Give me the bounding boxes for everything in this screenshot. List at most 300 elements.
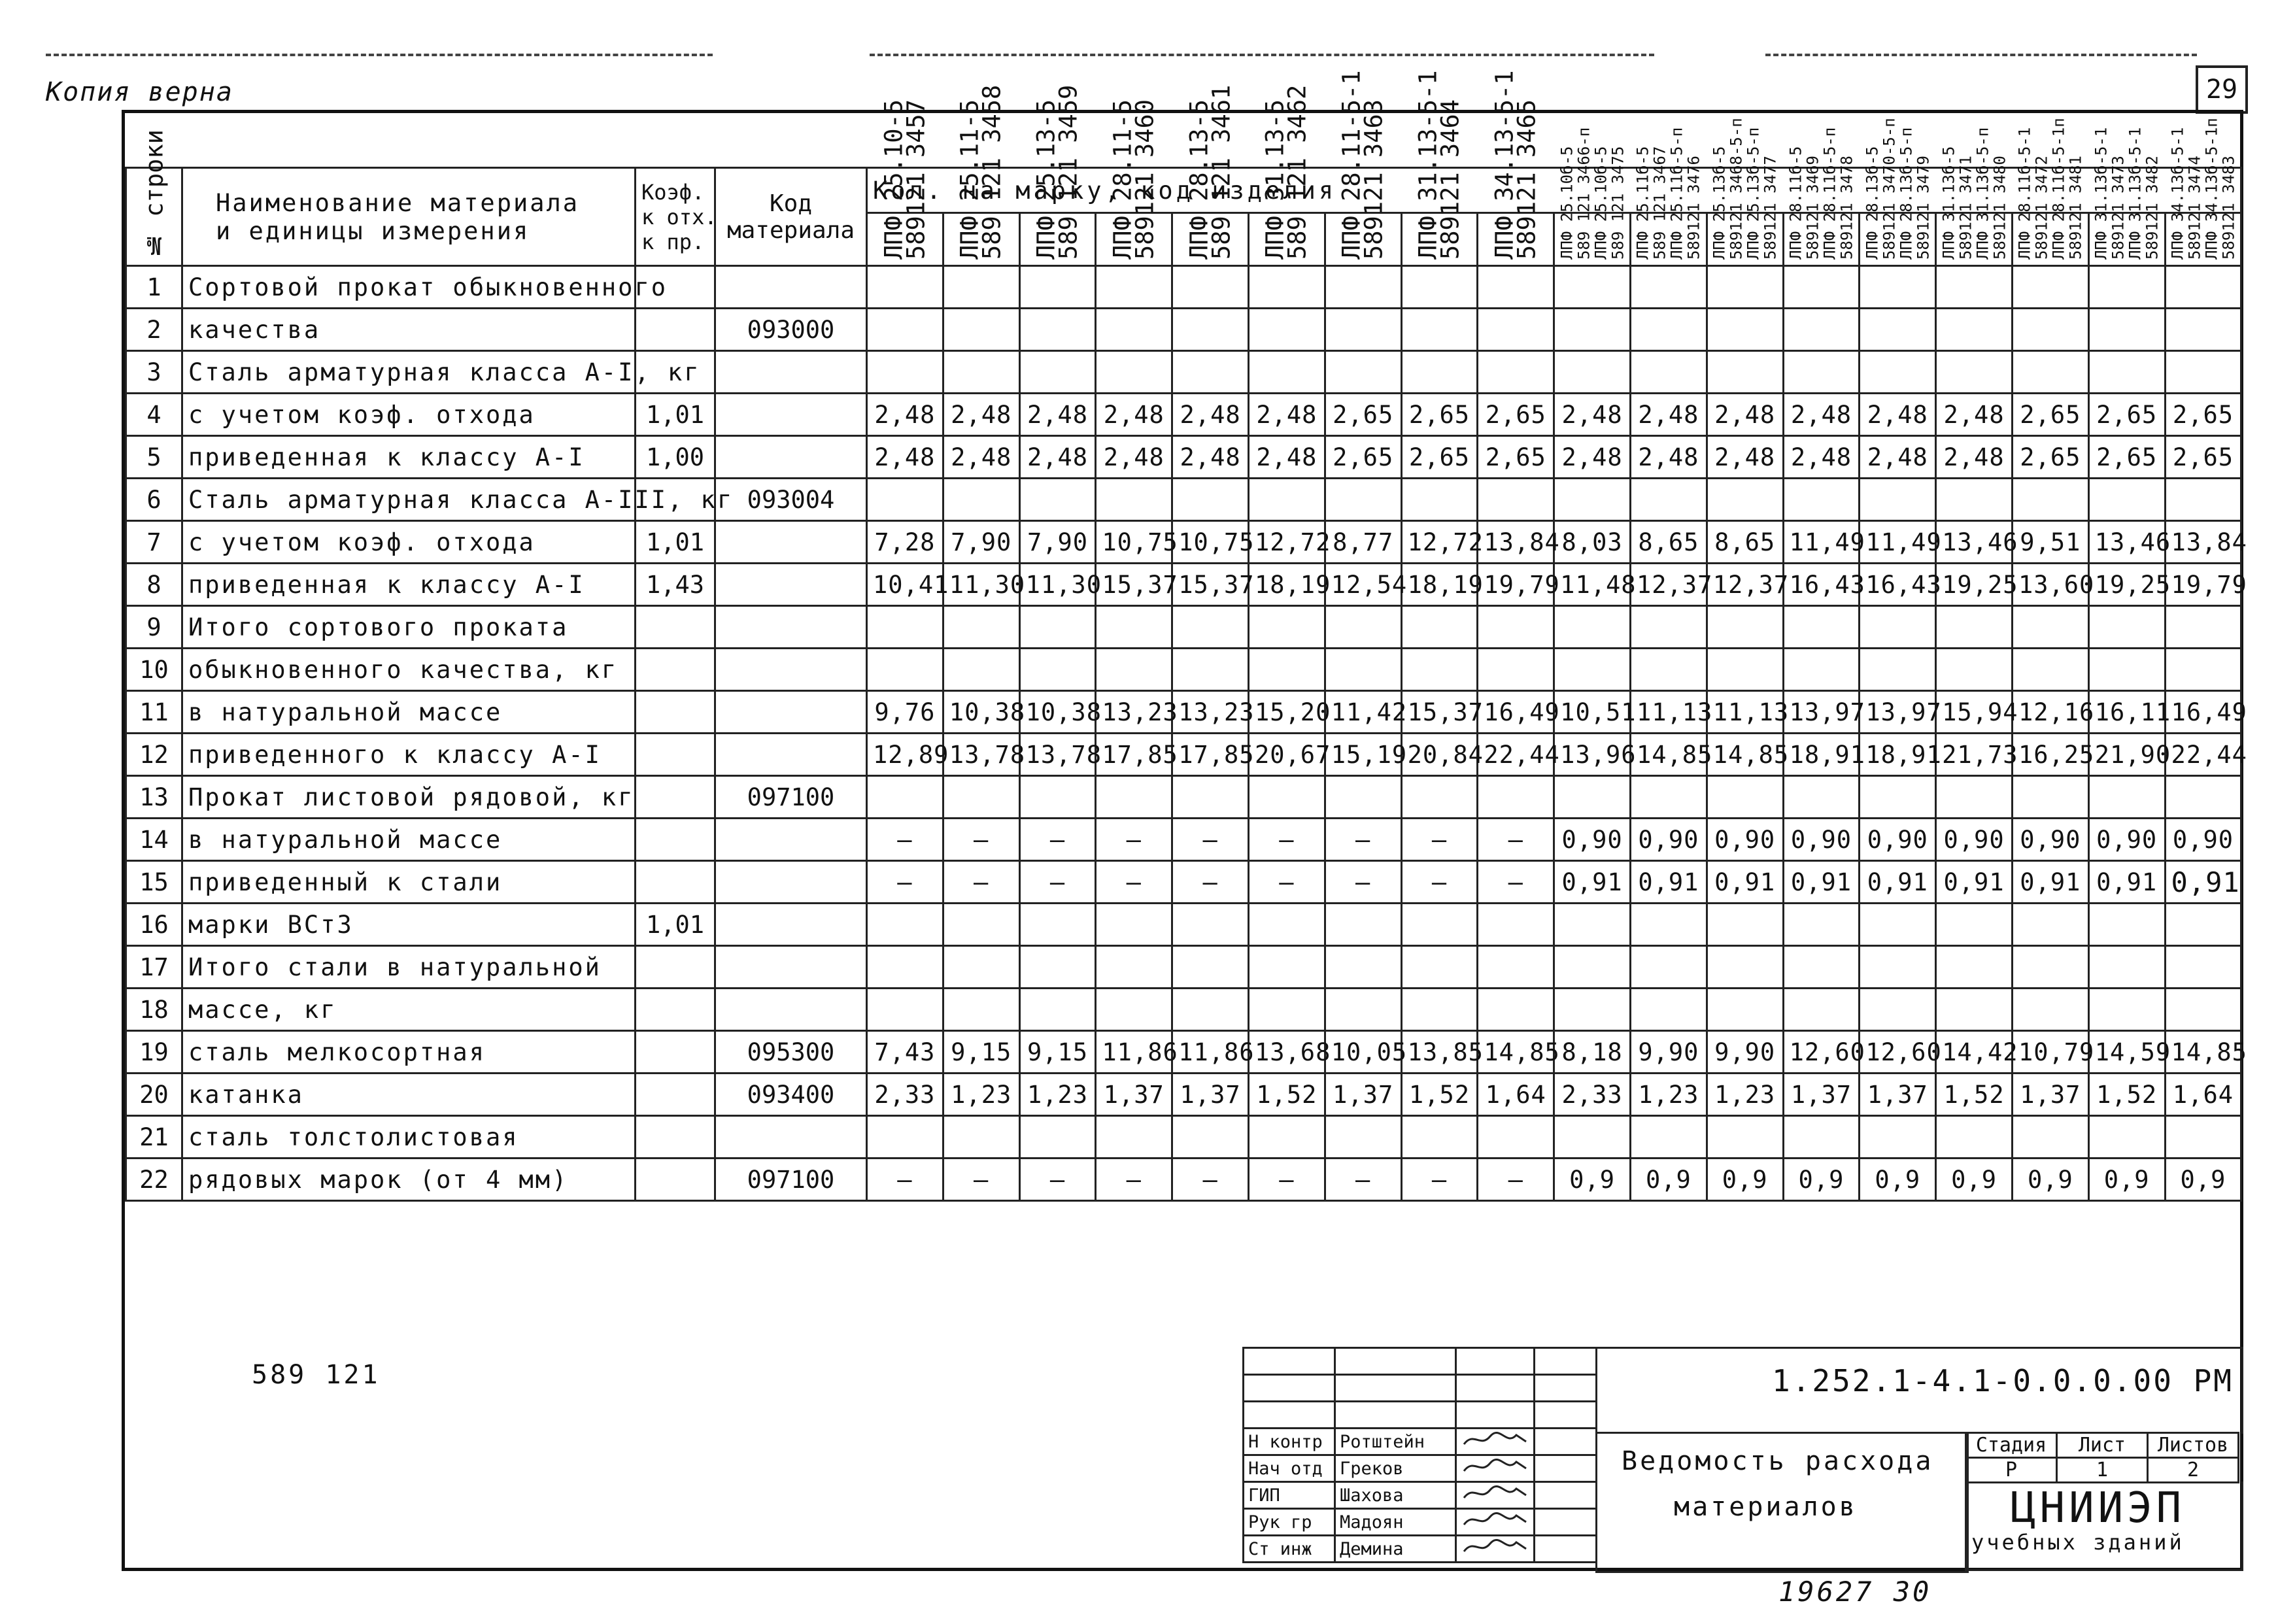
group-header: Кол. на марку, код изделия (867, 168, 2241, 213)
quantity-cell (1783, 946, 1860, 989)
coefficient: 1,00 (636, 436, 715, 479)
material-name: Сортовой прокат обыкновенного (182, 266, 636, 309)
quantity-cell (1401, 309, 1478, 351)
quantity-cell: 11,48 (1554, 564, 1631, 606)
mark-header-line: 589121 3480 (1990, 156, 2009, 260)
quantity-cell: 11,30 (943, 564, 1019, 606)
quantity-cell (1401, 946, 1478, 989)
quantity-cell: 0,91 (1707, 861, 1783, 904)
quantity-cell (1478, 1116, 1554, 1159)
quantity-cell: 19,25 (1936, 564, 2013, 606)
quantity-cell: 14,59 (2088, 1031, 2165, 1074)
quantity-cell: 0,91 (2088, 861, 2165, 904)
quantity-cell: 0,9 (2165, 1159, 2241, 1201)
quantity-cell: 7,28 (867, 521, 944, 564)
signature-name: Демина (1335, 1536, 1456, 1563)
quantity-cell (1325, 946, 1401, 989)
mark-header-line: 589121 3474 (2185, 156, 2204, 260)
row-number: 19 (126, 1031, 182, 1074)
signature-row (1244, 1482, 1597, 1509)
quantity-cell: 0,90 (1783, 819, 1860, 861)
table-row (126, 606, 2241, 649)
quantity-cell (1554, 904, 1631, 946)
table-row (126, 1031, 2241, 1074)
quantity-cell: 2,65 (1325, 436, 1401, 479)
quantity-cell: 2,48 (1019, 436, 1096, 479)
quantity-cell: 2,48 (1707, 394, 1783, 436)
quantity-cell (1019, 309, 1096, 351)
quantity-cell: 2,65 (2088, 394, 2165, 436)
quantity-cell (1248, 649, 1325, 691)
quantity-cell: 8,03 (1554, 521, 1631, 564)
quantity-cell: – (1325, 1159, 1401, 1201)
mark-header-line: 589 121 3466-п (1574, 127, 1593, 260)
quantity-cell: 14,85 (1478, 1031, 1554, 1074)
mark-header (1019, 84, 1096, 266)
quantity-cell (2012, 309, 2088, 351)
row-number: 6 (126, 479, 182, 521)
mark-header (1707, 118, 1783, 266)
handwritten-signature-icon (1461, 1457, 1533, 1476)
quantity-cell: – (1172, 861, 1249, 904)
blank-cell (1456, 1402, 1535, 1429)
mark-header-line: 589121 3477 (1761, 156, 1780, 260)
mark-header-line: ЛПФ 31.13б-5-1 (2126, 127, 2145, 260)
table-row (126, 479, 2241, 521)
quantity-cell: – (943, 819, 1019, 861)
material-code (715, 266, 867, 309)
mark-header-line: ЛПФ 28.13б-5-п (1897, 127, 1916, 260)
quantity-cell (1325, 776, 1401, 819)
quantity-cell (1554, 479, 1631, 521)
signature-date (1535, 1509, 1597, 1536)
quantity-cell: 12,72 (1248, 521, 1325, 564)
quantity-cell (867, 309, 944, 351)
blank-cell (1335, 1402, 1456, 1429)
quantity-cell: 0,90 (1936, 819, 2013, 861)
quantity-cell (1172, 989, 1249, 1031)
table-row (126, 521, 2241, 564)
material-name: Сталь арматурная класса А-I, кг (182, 351, 636, 394)
col-name: Наименование материала и единицы измерения (182, 168, 636, 266)
quantity-cell: 8,18 (1554, 1031, 1631, 1074)
quantity-cell (1248, 309, 1325, 351)
quantity-cell: 0,9 (1707, 1159, 1783, 1201)
quantity-cell: 1,64 (1478, 1074, 1554, 1116)
quantity-cell: 2,48 (1172, 436, 1249, 479)
quantity-cell (1783, 904, 1860, 946)
quantity-cell: 13,46 (2088, 521, 2165, 564)
quantity-cell (1401, 606, 1478, 649)
mark-header (1172, 84, 1249, 266)
material-name: катанка (182, 1074, 636, 1116)
quantity-cell: 12,16 (2012, 691, 2088, 734)
material-code: 093004 (715, 479, 867, 521)
quantity-cell: 13,84 (2165, 521, 2241, 564)
quantity-cell: 14,85 (1707, 734, 1783, 776)
signature-date (1535, 1482, 1597, 1509)
coefficient (636, 1159, 715, 1201)
material-name: Итого сортового проката (182, 606, 636, 649)
mark-header-line: ЛПФ 25.11б-5 (1633, 146, 1652, 260)
quantity-cell (1248, 776, 1325, 819)
table-row (126, 266, 2241, 309)
material-name: приведенная к классу А-I (182, 564, 636, 606)
quantity-cell (1172, 266, 1249, 309)
stage-table (1965, 1432, 2239, 1483)
blank-cell (1535, 1402, 1597, 1429)
row-number: 14 (126, 819, 182, 861)
quantity-cell (1707, 266, 1783, 309)
quantity-cell: 10,38 (1019, 691, 1096, 734)
quantity-cell: 20,67 (1248, 734, 1325, 776)
quantity-cell (867, 606, 944, 649)
quantity-cell (943, 989, 1019, 1031)
signature-name: Ротштейн (1335, 1429, 1456, 1455)
coefficient (636, 309, 715, 351)
quantity-cell (867, 479, 944, 521)
quantity-cell: 2,48 (867, 394, 944, 436)
quantity-cell (1783, 309, 1860, 351)
quantity-cell: 10,75 (1096, 521, 1172, 564)
quantity-cell (1248, 1116, 1325, 1159)
quantity-cell: 20,84 (1401, 734, 1478, 776)
mark-header-line: ЛПФ 28.11б-5-п (1820, 127, 1839, 260)
quantity-cell: – (1172, 819, 1249, 861)
quantity-cell: – (1401, 861, 1478, 904)
quantity-cell (1172, 1116, 1249, 1159)
quantity-cell: 12,60 (1860, 1031, 1936, 1074)
quantity-cell (1707, 776, 1783, 819)
material-code (715, 394, 867, 436)
mark-header-line: 589121 3473 (2109, 156, 2128, 260)
mark-header (1401, 70, 1478, 266)
quantity-cell: 18,91 (1860, 734, 1936, 776)
quantity-cell (1096, 309, 1172, 351)
quantity-cell: 13,96 (1554, 734, 1631, 776)
quantity-cell (2012, 946, 2088, 989)
table-row (126, 564, 2241, 606)
quantity-cell: 12,37 (1707, 564, 1783, 606)
quantity-cell: 18,19 (1401, 564, 1478, 606)
quantity-cell (1860, 904, 1936, 946)
quantity-cell (1936, 776, 2013, 819)
quantity-cell (1478, 989, 1554, 1031)
quantity-cell (1936, 946, 2013, 989)
quantity-cell (1019, 946, 1096, 989)
quantity-cell (1248, 989, 1325, 1031)
quantity-cell: – (1248, 819, 1325, 861)
quantity-cell: 22,44 (2165, 734, 2241, 776)
col-coef: Коэф. к отх. к пр. (636, 168, 715, 266)
quantity-cell: – (1019, 1159, 1096, 1201)
quantity-cell: 16,43 (1860, 564, 1936, 606)
material-name: с учетом коэф. отхода (182, 521, 636, 564)
quantity-cell (943, 904, 1019, 946)
doc-number-box (1595, 1347, 2243, 1434)
quantity-cell (1707, 904, 1783, 946)
quantity-cell: 12,54 (1325, 564, 1401, 606)
coefficient (636, 989, 715, 1031)
quantity-cell (2012, 1116, 2088, 1159)
quantity-cell: – (1478, 861, 1554, 904)
quantity-cell (943, 776, 1019, 819)
quantity-cell (1325, 989, 1401, 1031)
material-code (715, 1116, 867, 1159)
mark-header (1783, 127, 1860, 266)
quantity-cell: 15,37 (1172, 564, 1249, 606)
quantity-cell (943, 946, 1019, 989)
mark-header-line: ЛПФ 25.13б-5-п (1744, 127, 1763, 260)
signature-name: Шахова (1335, 1482, 1456, 1509)
mark-header-line: ЛПФ 25.11-5 (955, 99, 984, 260)
quantity-cell (1860, 649, 1936, 691)
quantity-cell: 2,65 (2088, 436, 2165, 479)
material-code: 097100 (715, 776, 867, 819)
quantity-cell (1478, 776, 1554, 819)
quantity-cell: 0,90 (1707, 819, 1783, 861)
quantity-cell: 19,79 (2165, 564, 2241, 606)
quantity-cell (1554, 989, 1631, 1031)
quantity-cell (1248, 606, 1325, 649)
quantity-cell (1554, 606, 1631, 649)
signature-mark (1456, 1455, 1535, 1482)
quantity-cell: 2,48 (867, 436, 944, 479)
quantity-cell (2088, 776, 2165, 819)
signature-mark (1456, 1509, 1535, 1536)
quantity-cell: – (1248, 861, 1325, 904)
quantity-cell (2088, 904, 2165, 946)
quantity-cell (1401, 776, 1478, 819)
quantity-cell (1019, 776, 1096, 819)
quantity-cell: 0,91 (1936, 861, 2013, 904)
quantity-cell: 15,37 (1096, 564, 1172, 606)
material-name: марки ВСт3 (182, 904, 636, 946)
quantity-cell (1783, 989, 1860, 1031)
table-row (126, 861, 2241, 904)
quantity-cell (1325, 351, 1401, 394)
quantity-cell (2165, 649, 2241, 691)
quantity-cell: 7,90 (943, 521, 1019, 564)
quantity-cell: 2,65 (2012, 436, 2088, 479)
blank-cell (1335, 1348, 1456, 1375)
quantity-cell (2088, 1116, 2165, 1159)
quantity-cell: 2,48 (1096, 394, 1172, 436)
quantity-cell (2012, 606, 2088, 649)
quantity-cell: 0,90 (1554, 819, 1631, 861)
quantity-cell: 10,75 (1172, 521, 1249, 564)
signature-role: Нач отд (1244, 1455, 1335, 1482)
quantity-cell: 11,86 (1096, 1031, 1172, 1074)
material-code (715, 521, 867, 564)
quantity-cell (1325, 479, 1401, 521)
material-name: обыкновенного качества, кг (182, 649, 636, 691)
quantity-cell (1248, 479, 1325, 521)
sheet-header: Лист (2057, 1433, 2148, 1458)
quantity-cell (1707, 649, 1783, 691)
quantity-cell (1860, 351, 1936, 394)
table-row (126, 394, 2241, 436)
mark-header (1325, 70, 1401, 266)
quantity-cell: 13,23 (1172, 691, 1249, 734)
quantity-cell: 13,60 (2012, 564, 2088, 606)
mark-header-line: ЛПФ 25.10б-5 (1591, 146, 1610, 260)
quantity-cell (1019, 351, 1096, 394)
quantity-cell: 1,23 (943, 1074, 1019, 1116)
signature-mark (1456, 1536, 1535, 1563)
quantity-cell: 0,9 (1936, 1159, 2013, 1201)
sheet-title-line2: материалов (1674, 1492, 1858, 1522)
quantity-cell (1096, 479, 1172, 521)
quantity-cell (2012, 479, 2088, 521)
quantity-cell (943, 266, 1019, 309)
quantity-cell: – (867, 819, 944, 861)
row-number: 20 (126, 1074, 182, 1116)
quantity-cell (1478, 946, 1554, 989)
quantity-cell: 13,68 (1248, 1031, 1325, 1074)
quantity-cell: 0,90 (2088, 819, 2165, 861)
quantity-cell: 0,91 (1554, 861, 1631, 904)
bottom-note: 19627 30 (1778, 1576, 1932, 1608)
mark-header-line: 589 121 3459 (1054, 84, 1083, 260)
material-name: Итого стали в натуральной (182, 946, 636, 989)
quantity-cell: 10,05 (1325, 1031, 1401, 1074)
mark-header-line: ЛПФ 31.13-5 (1261, 99, 1289, 260)
quantity-cell (1630, 351, 1707, 394)
mark-header-line: ЛПФ 31.13б-5 (1939, 146, 1958, 260)
quantity-cell (1860, 989, 1936, 1031)
quantity-cell: 9,15 (943, 1031, 1019, 1074)
mark-header (867, 99, 944, 266)
quantity-cell: 7,90 (1019, 521, 1096, 564)
mark-header-line: 589121 3472 (2032, 156, 2051, 260)
quantity-cell: 2,48 (943, 436, 1019, 479)
coefficient (636, 1116, 715, 1159)
mark-header-line: 589121 3482 (2143, 156, 2162, 260)
quantity-cell (943, 1116, 1019, 1159)
quantity-cell: 1,37 (2012, 1074, 2088, 1116)
blank-cell (1456, 1375, 1535, 1402)
quantity-cell: 10,41 (867, 564, 944, 606)
stage-value: Р (1966, 1458, 2057, 1483)
quantity-cell (1325, 266, 1401, 309)
quantity-cell (1707, 946, 1783, 989)
mark-header-line: 589121 3469 (1803, 156, 1822, 260)
quantity-cell (1019, 479, 1096, 521)
sheet-value: 1 (2057, 1458, 2148, 1483)
quantity-cell (1630, 776, 1707, 819)
quantity-cell: 1,37 (1172, 1074, 1249, 1116)
table-row (126, 1159, 2241, 1201)
mark-header-line: ЛПФ 28.13-5 (1185, 99, 1214, 260)
quantity-cell (1783, 606, 1860, 649)
mark-header-line: 589121 3470-5-п (1880, 118, 1899, 260)
quantity-cell (1401, 904, 1478, 946)
quantity-cell: 2,65 (2165, 436, 2241, 479)
blank-cell (1244, 1348, 1335, 1375)
blank-cell (1244, 1402, 1335, 1429)
coefficient: 1,01 (636, 904, 715, 946)
quantity-cell (1019, 606, 1096, 649)
quantity-cell (1478, 351, 1554, 394)
quantity-cell: 13,23 (1096, 691, 1172, 734)
quantity-cell: 1,37 (1096, 1074, 1172, 1116)
quantity-cell: 2,48 (1019, 394, 1096, 436)
sheets-header: Листов (2148, 1433, 2239, 1458)
quantity-cell (1325, 649, 1401, 691)
material-name: сталь толстолистовая (182, 1116, 636, 1159)
material-code (715, 691, 867, 734)
signature-block (1242, 1347, 1597, 1563)
signature-row (1244, 1509, 1597, 1536)
mark-header (2012, 118, 2088, 266)
organization-subtitle: учебных зданий (1971, 1530, 2184, 1555)
quantity-cell: 13,78 (1019, 734, 1096, 776)
material-code (715, 436, 867, 479)
signature-role: Рук гр (1244, 1509, 1335, 1536)
quantity-cell (1096, 606, 1172, 649)
quantity-cell: 14,85 (1630, 734, 1707, 776)
table-row (126, 436, 2241, 479)
quantity-cell (1783, 479, 1860, 521)
material-name: сталь мелкосортная (182, 1031, 636, 1074)
signature-role: Ст инж (1244, 1536, 1335, 1563)
quantity-cell (1936, 479, 2013, 521)
mark-header-line: 589 121 3475 (1608, 146, 1627, 260)
quantity-cell (1172, 351, 1249, 394)
page-number: 29 (2196, 65, 2248, 114)
quantity-cell: 18,19 (1248, 564, 1325, 606)
quantity-cell: 1,52 (1936, 1074, 2013, 1116)
quantity-cell (1783, 351, 1860, 394)
row-number: 12 (126, 734, 182, 776)
quantity-cell (2088, 309, 2165, 351)
coefficient (636, 776, 715, 819)
quantity-cell (1554, 266, 1631, 309)
row-number: 8 (126, 564, 182, 606)
mark-header (1096, 99, 1172, 266)
quantity-cell: 16,43 (1783, 564, 1860, 606)
stage-header: Стадия (1966, 1433, 2057, 1458)
material-code (715, 819, 867, 861)
quantity-cell (1554, 649, 1631, 691)
quantity-cell (1860, 776, 1936, 819)
quantity-cell: – (1019, 819, 1096, 861)
quantity-cell (1172, 776, 1249, 819)
table-row (126, 309, 2241, 351)
quantity-cell (1630, 904, 1707, 946)
sheets-value: 2 (2148, 1458, 2239, 1483)
quantity-cell (1554, 1116, 1631, 1159)
quantity-cell (1860, 309, 1936, 351)
quantity-cell (867, 266, 944, 309)
quantity-cell (2165, 309, 2241, 351)
material-name: приведенная к классу А-I (182, 436, 636, 479)
quantity-cell (1325, 1116, 1401, 1159)
quantity-cell: – (1478, 819, 1554, 861)
table-row (126, 904, 2241, 946)
quantity-cell: 1,37 (1860, 1074, 1936, 1116)
row-number: 10 (126, 649, 182, 691)
quantity-cell (2088, 266, 2165, 309)
quantity-cell: 15,20 (1248, 691, 1325, 734)
quantity-cell (1172, 606, 1249, 649)
quantity-cell: – (1325, 861, 1401, 904)
quantity-cell (1478, 479, 1554, 521)
col-row-no: № строки (126, 168, 182, 266)
mark-header-line: ЛПФ 25.10-5 (879, 99, 908, 260)
row-number: 7 (126, 521, 182, 564)
